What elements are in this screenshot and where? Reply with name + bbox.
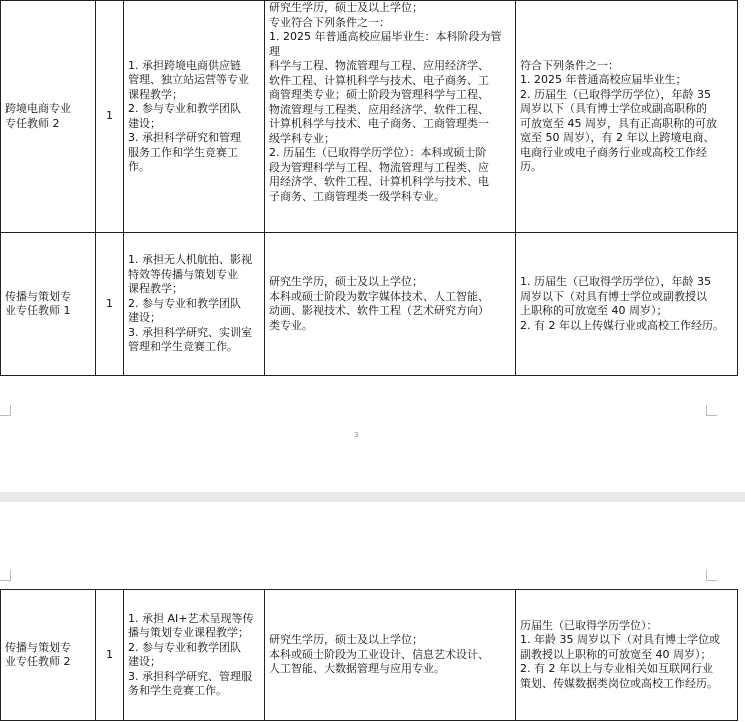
major-line: 物流管理与工程类、应用经济学、软件工程、 — [269, 102, 489, 116]
other-line: 周岁以下（对具有博士学位或副教授以 — [520, 289, 707, 303]
page-separator — [0, 492, 745, 502]
duties-line: 管理、独立站运营等专业 — [128, 73, 249, 86]
major-requirements-cell — [265, 1, 516, 233]
other-line: 副教授以上职称的可放宽至 40 周岁）； — [520, 647, 712, 661]
duties-line: 课程教学； — [128, 87, 183, 101]
other-line: 符合下列条件之一： — [520, 58, 619, 72]
other-line: 电商行业或电子商务行业或高校工作经 — [520, 145, 707, 159]
major-line: 动画、影视技术、软件工程（艺术研究方向） — [269, 304, 489, 317]
document-page-2 — [0, 502, 745, 722]
table-row — [1, 1, 738, 233]
duties-line: 作。 — [128, 160, 150, 173]
major-requirements-cell — [265, 233, 516, 376]
major-line: 人工智能、大数据管理与应用专业。 — [269, 662, 445, 676]
major-line: 研究生学历，硕士及以上学位； — [269, 275, 423, 288]
duties-line: 1. 承担无人机航拍、影视 — [128, 253, 252, 267]
other-line: 周岁以下（具有博士学位或副高职称的 — [520, 102, 707, 115]
major-line: 用经济学、软件工程、计算机科学与技术、电 — [269, 175, 489, 188]
position-line: 专任教师 2 — [5, 116, 60, 130]
duties-line: 播与策划专业课程教学； — [128, 626, 249, 639]
major-line: 科学与工程、物流管理与工程、应用经济学、 — [269, 59, 489, 72]
crop-mark — [706, 405, 717, 416]
other-requirements-cell — [516, 590, 738, 721]
major-line: 段为管理科学与工程、物流管理与工程类、应 — [269, 160, 489, 174]
duties-cell — [124, 590, 265, 721]
duties-line: 管理和学生竞赛工作。 — [128, 340, 238, 354]
other-line: 1. 2025 年普通高校应届毕业生； — [520, 73, 687, 86]
crop-mark — [706, 570, 717, 581]
duties-line: 2. 参与专业和教学团队 — [128, 102, 241, 115]
duties-cell — [124, 1, 265, 233]
major-line: 级学科专业； — [269, 131, 335, 145]
position-line: 传播与策划专 — [5, 289, 71, 303]
position-line: 传播与策划专 — [5, 640, 71, 654]
other-line: 1. 年龄 35 周岁以下（对具有博士学位或 — [520, 633, 720, 647]
table-row — [1, 590, 738, 721]
count-cell: 1 — [96, 233, 124, 376]
other-line: 2. 历届生（已取得学历学位），年龄 35 — [520, 87, 711, 101]
duties-line: 务和学生竞赛工作。 — [128, 684, 227, 697]
crop-mark — [0, 405, 11, 416]
position-cell — [1, 1, 96, 233]
major-line: 计算机科学与技术、电子商务、工商管理类一 — [269, 117, 489, 130]
major-line: 本科或硕士阶段为数字媒体技术、人工智能、 — [269, 289, 489, 303]
major-line: 商管理类专业；硕士阶段为管理科学与工程、 — [269, 88, 489, 101]
position-line: 跨境电商专业 — [5, 102, 71, 115]
crop-mark — [0, 570, 11, 581]
position-cell — [1, 233, 96, 376]
duties-line: 特效等传播与策划专业 — [128, 267, 238, 281]
major-line: 1. 2025 年普通高校应届毕业生：本科阶段为管理 — [269, 30, 502, 58]
other-requirements-cell — [516, 233, 738, 376]
other-requirements-cell — [516, 1, 738, 233]
duties-line: 1. 承担 AI+艺术呈现等传 — [128, 611, 254, 625]
position-line: 业专任教师 2 — [5, 655, 71, 668]
other-line: 1. 历届生（已取得学历学位），年龄 35 — [520, 275, 711, 288]
other-line: 2. 有 2 年以上与专业相关如互联网行业 — [520, 662, 713, 676]
count-cell: 1 — [96, 590, 124, 721]
other-line: 可放宽至 45 周岁，具有正高职称的可放 — [520, 116, 717, 130]
major-line: 本科或硕士阶段为工业设计、信息艺术设计、 — [269, 647, 489, 661]
duties-line: 建设； — [128, 116, 161, 130]
other-line: 历届生（已取得学历学位）： — [520, 618, 658, 632]
duties-line: 1. 承担跨境电商供应链 — [128, 58, 241, 72]
duties-line: 服务工作和学生竞赛工 — [128, 145, 238, 159]
table-row — [1, 233, 738, 376]
count-cell: 1 — [96, 1, 124, 233]
other-line: 历。 — [520, 160, 542, 173]
duties-line: 3. 承担科学研究、管理服 — [128, 669, 252, 683]
other-line: 策划、传媒数据类岗位或高校工作经历。 — [520, 676, 718, 690]
page-number: 3 — [354, 431, 359, 439]
other-line: 宽至 50 周岁），有 2 年以上跨境电商、 — [520, 131, 715, 144]
duties-line: 2. 参与专业和教学团队 — [128, 296, 241, 310]
position-line: 业专任教师 1 — [5, 304, 71, 317]
major-line: 软件工程、计算机科学与技术、电子商务、工 — [269, 73, 489, 87]
major-requirements-cell — [265, 590, 516, 721]
duties-line: 建设； — [128, 311, 161, 325]
position-cell — [1, 590, 96, 721]
major-line: 研究生学历，硕士及以上学位； — [269, 633, 423, 647]
duties-line: 3. 承担科学研究和管理 — [128, 131, 241, 144]
major-line: 子商务、工商管理类一级学科专业。 — [269, 189, 445, 203]
duties-line: 2. 参与专业和教学团队 — [128, 640, 241, 654]
recruitment-table-page-2 — [0, 589, 738, 721]
major-line: 研究生学历，硕士及以上学位； — [269, 1, 423, 14]
duties-line: 课程教学； — [128, 282, 183, 296]
other-line: 2. 有 2 年以上传媒行业或高校工作经历。 — [520, 318, 724, 332]
major-line: 类专业。 — [269, 318, 313, 332]
duties-line: 建设； — [128, 655, 161, 668]
major-line: 专业符合下列条件之一： — [269, 15, 390, 29]
major-line: 2. 历届生（已取得学历学位）：本科或硕士阶 — [269, 146, 487, 159]
duties-cell — [124, 233, 265, 376]
other-line: 上职称的可放宽至 40 周岁）； — [520, 304, 668, 317]
duties-line: 3. 承担科学研究、实训室 — [128, 325, 252, 339]
